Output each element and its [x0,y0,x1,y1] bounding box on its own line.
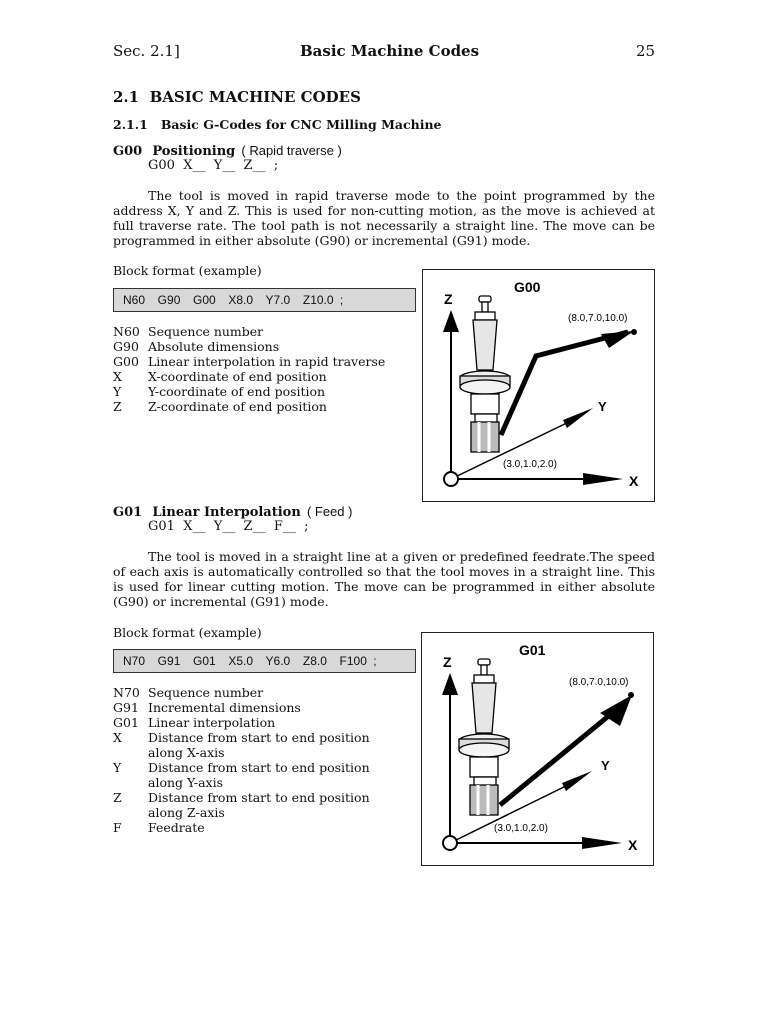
definition-value: Incremental dimensions [148,700,301,715]
definition-value: X-coordinate of end position [148,369,327,384]
origin-marker [443,836,457,850]
g01-axis-x-label: X [628,837,638,853]
definition-key: Y [113,760,122,775]
g00-block-label: Block format (example) [113,263,262,278]
g00-diagram [423,270,654,501]
definition-value: Linear interpolation in rapid traverse [148,354,386,369]
g00-block-example: N60 G90 G00 X8.0 Y7.0 Z10.0 ; [113,288,416,312]
subsection-heading [113,117,442,132]
header-section: Sec. 2.1] [113,42,180,60]
z-axis-arrow [442,673,458,695]
g00-end-point-label: (8.0,7.0,10.0) [568,313,628,324]
definition-value: Distance from start to end position [148,760,370,775]
subsection-number: 2.1.1 [113,117,148,132]
definition-value: Distance from start to end position [148,730,370,745]
g00-description: The tool is moved in rapid traverse mode to the point programmed by the address X, Y and Z. This is used for non-cutting motion, as the move is achieved at full traverse rate. The tool path is not necessarily a straight line. The move can be programmed in either absolute (G90) or incremental (G91) mode. [113,188,655,248]
g00-start-point-label: (3.0,1.0,2.0) [503,459,557,470]
definition-key: Y [113,384,122,399]
g01-description: The tool is moved in a straight line at a given or predefined feedrate.The speed of each axis is automatically controlled so that the tool moves in a straight line. This is used for linear cutting motion. The move can be programmed in either absolute (G90) or incremental (G91) mode. [113,549,655,609]
y-axis-line [450,783,572,843]
definition-value-continued: along X-axis [148,745,225,760]
section-heading [113,88,361,106]
z-axis-arrow [443,310,459,332]
g01-title-line [113,504,352,520]
g01-block-label: Block format (example) [113,625,262,640]
g01-syntax: G01 X__ Y__ Z__ F__ ; [148,519,309,534]
g00-axis-x-label: X [629,473,639,489]
g01-code: G01 [113,505,143,520]
g01-name: Linear Interpolation [152,505,301,520]
definition-key: X [113,730,122,745]
g00-mode: ( Rapid traverse ) [241,143,342,158]
g00-axis-y-label: Y [598,399,607,414]
definition-key: Z [113,790,122,805]
definition-key: G90 [113,339,139,354]
definition-key: G00 [113,354,139,369]
definition-key: G91 [113,700,139,715]
definition-value: Y-coordinate of end position [148,384,326,399]
header-title: Basic Machine Codes [300,42,480,60]
y-axis-arrow [563,408,593,428]
definition-value: Sequence number [148,324,264,339]
definition-key: X [113,369,122,384]
y-axis-line [451,420,573,479]
definition-value-continued: along Y-axis [148,775,224,790]
definition-value: Feedrate [148,820,205,835]
g00-title-line [113,143,342,159]
g01-axis-y-label: Y [601,758,610,773]
g00-tool-path-arrow [601,331,634,348]
g01-diagram [422,633,653,865]
g00-end-point-marker [631,329,637,335]
x-axis-arrow [582,837,622,849]
definition-key: Z [113,399,122,414]
definition-key: G01 [113,715,139,730]
g00-axis-z-label: Z [444,291,453,307]
definition-value: Sequence number [148,685,264,700]
definition-value: Absolute dimensions [148,339,280,354]
section-number: 2.1 [113,88,140,106]
section-title: BASIC MACHINE CODES [149,88,361,106]
definition-key: N70 [113,685,140,700]
g01-block-example: N70 G91 G01 X5.0 Y6.0 Z8.0 F100 ; [113,649,416,673]
header-page-number: 25 [636,42,656,60]
x-axis-arrow [583,473,623,485]
g00-code: G00 [113,144,143,159]
y-axis-arrow [562,771,592,791]
g01-end-point-label: (8.0,7.0,10.0) [569,677,629,688]
definition-value-continued: along Z-axis [148,805,225,820]
g01-axis-z-label: Z [443,654,452,670]
milling-tool-illustration [459,659,509,815]
definition-key: N60 [113,324,140,339]
g01-start-point-label: (3.0,1.0,2.0) [494,823,548,834]
g00-figure [422,269,655,502]
definition-value: Linear interpolation [148,715,276,730]
definition-value: Distance from start to end position [148,790,370,805]
g01-figure [421,632,654,866]
g00-figure-title: G00 [514,279,541,295]
g01-tool-path [500,705,622,805]
g00-name: Positioning [152,144,236,159]
g00-syntax: G00 X__ Y__ Z__ ; [148,158,279,173]
origin-marker [444,472,458,486]
definition-key: F [113,820,122,835]
subsection-title: Basic G-Codes for CNC Milling Machine [160,117,442,132]
g01-figure-title: G01 [519,642,546,658]
g01-mode: ( Feed ) [306,504,353,519]
g01-end-point-marker [628,692,634,698]
definition-value: Z-coordinate of end position [148,399,327,414]
